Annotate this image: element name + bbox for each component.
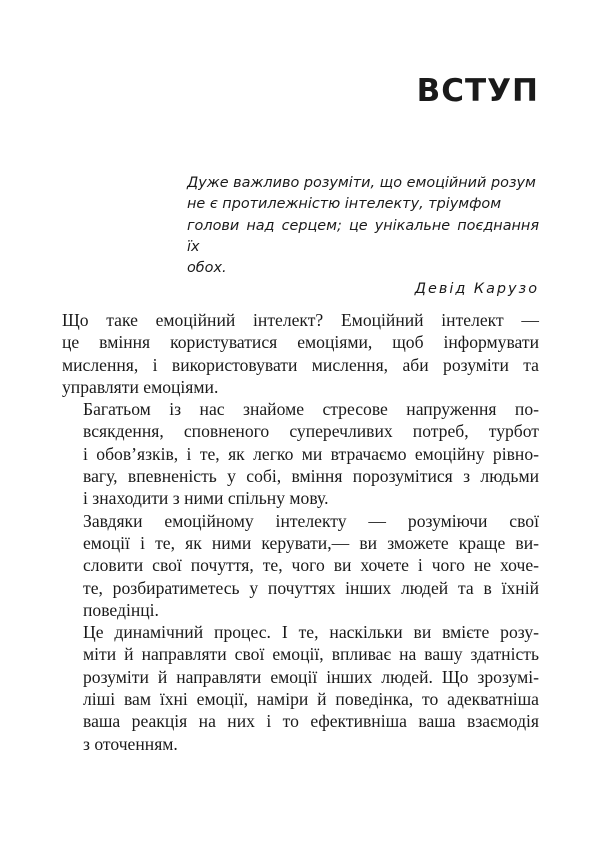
epigraph-quote <box>187 173 539 279</box>
text-line: з оточенням. <box>83 733 178 754</box>
epigraph-line: обох. <box>187 260 227 277</box>
body-text <box>62 309 539 755</box>
paragraph <box>62 309 539 398</box>
text-line: всякдення, сповненого суперечливих потреб, турбот <box>83 421 539 442</box>
text-line: розуміти й направляти емоції інших людей. Що зрозумі- <box>83 666 539 687</box>
text-line: це вміння користуватися емоціями, щоб інформувати <box>62 332 539 353</box>
text-line: ваша реакція на них і то ефективніша ваша взаємодія <box>83 711 539 732</box>
text-line: Що таке емоційний інтелект? Емоційний інтелект — <box>62 310 539 330</box>
text-line: поведінці. <box>83 599 159 620</box>
text-line: Це динамічний процес. І те, наскільки ви вмієте розу- <box>83 622 539 643</box>
epigraph-line: не є протилежністю інтелекту, тріумфом <box>187 196 502 213</box>
text-line: словити свої почуття, те, чого ви хочете і чого не хоче- <box>83 555 539 576</box>
epigraph <box>187 173 539 301</box>
text-line: управляти емоціями. <box>62 376 219 397</box>
page-title: ВСТУП <box>416 73 539 109</box>
epigraph-line: голови над серцем; це унікальне поєднання їх <box>187 217 539 255</box>
paragraph <box>62 621 539 755</box>
text-line: Багатьом із нас знайоме стресове напруження по- <box>83 399 539 420</box>
text-line: і обов’язків, і те, як легко ми втрачаємо емоційну рівно- <box>83 443 539 464</box>
text-line: емоції і те, як ними керувати,— ви зможете краще ви- <box>83 532 539 553</box>
epigraph-line: Дуже важливо розуміти, що емоційний розум <box>187 175 536 191</box>
text-line: вагу, впевненість у собі, вміння порозумітися з людьми <box>83 466 539 487</box>
text-line: мислення, і використовувати мислення, аби розуміти та <box>62 354 539 375</box>
text-line: Завдяки емоційному інтелекту — розуміючи свої <box>83 510 539 531</box>
text-line: і знаходити з ними спільну мову. <box>83 488 329 509</box>
text-line: ліші вам їхні емоції, наміри й поведінка, то адекватніша <box>83 689 539 710</box>
text-line: міти й направляти свої емоції, впливає на вашу здатність <box>83 644 539 665</box>
paragraph <box>62 510 539 621</box>
paragraph <box>62 398 539 509</box>
epigraph-author: Девід Карузо <box>414 281 539 298</box>
text-line: те, розбиратиметесь у почуттях інших людей та в їхній <box>83 577 539 598</box>
